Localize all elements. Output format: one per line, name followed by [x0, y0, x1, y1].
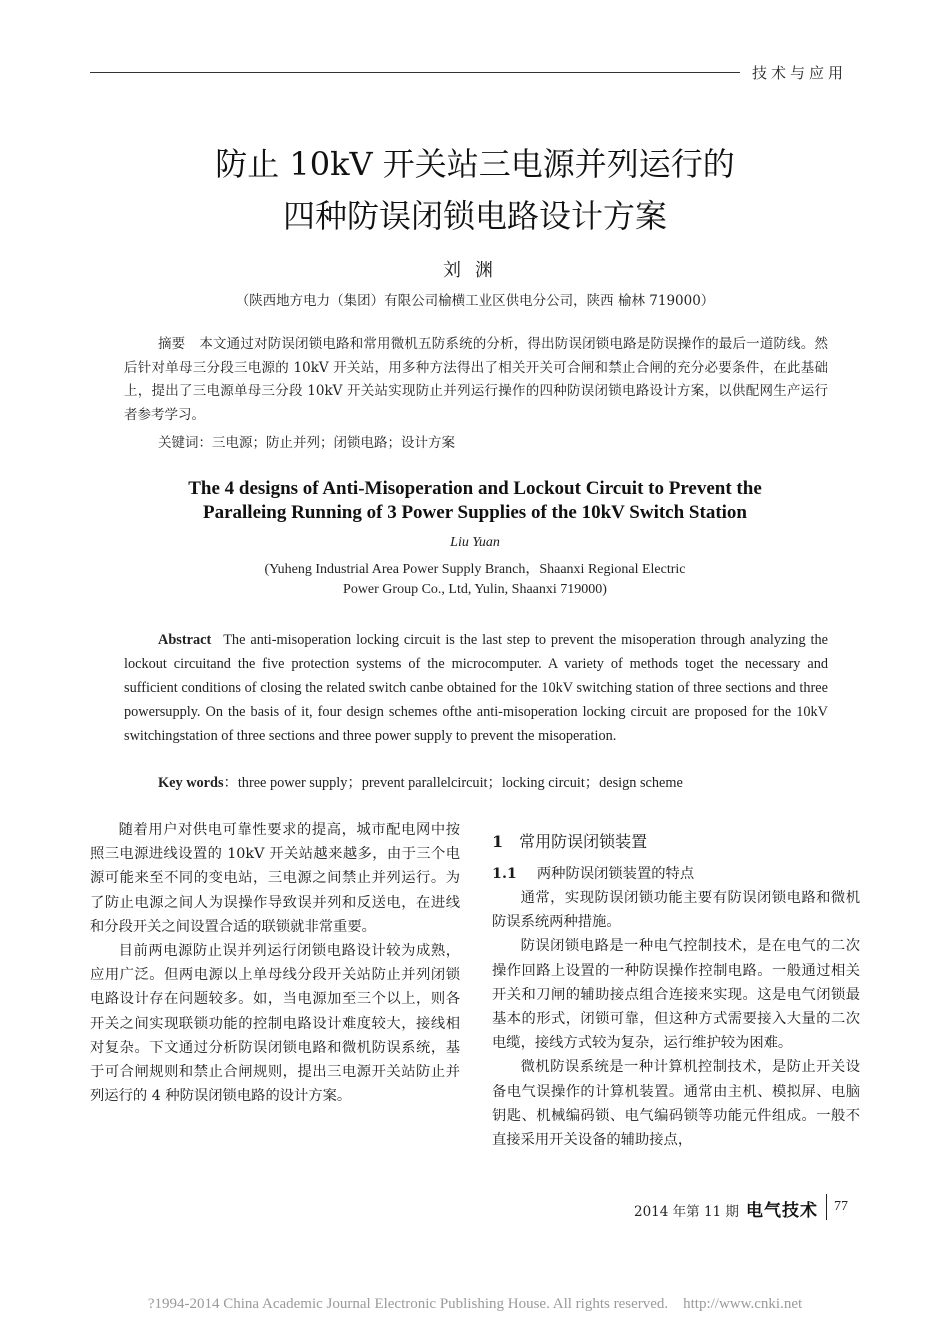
abstract-en [124, 628, 828, 748]
affiliation-cn: （陕西地方电力（集团）有限公司榆横工业区供电分公司，陕西 榆林 719000） [235, 293, 715, 309]
keywords-cn-label: 关键词： [158, 435, 212, 451]
keywords-en [158, 772, 683, 792]
title-cn-line-2: 四种防误闭锁电路设计方案 [282, 197, 667, 235]
keywords-cn [158, 431, 455, 451]
running-header-section: 技术与应用 [752, 64, 848, 82]
abstract-en-text: The anti-misoperation locking circuit is the last step to prevent the misoperation through analyzing the lockout circuitand the five protection systems of the microcomputer. A variety of methods toget the necessary and sufficient conditions of closing the related switch canbe obtained for the 10kV switching station of three sections and three powersupply. On the basis of it, four design schemes ofthe anti-misoperation locking circuit are proposed for the 10kV switchingstation of three sections and three power supply to prevent the misoperation. [124, 632, 828, 744]
author-en: Liu Yuan [450, 535, 500, 550]
copyright-watermark: ?1994-2014 China Academic Journal Electronic Publishing House. All rights reserved. http://www.cnki.net [147, 1296, 803, 1312]
body-paragraph: 目前两电源防止误并列运行闭锁电路设计较为成熟，应用广泛。但两电源以上单母线分段开关站防止并列闭锁电路设计存在问题较多。如，当电源加至三个以上，则各开关之间实现联锁功能的控制电路设计难度较大，接线相对复杂。下文通过分析防误闭锁电路和微机防误系统，基于可合闸规则和禁止合闸规则，提出三电源开关站防止并列运行的 4 种防误闭锁电路的设计方案。 [90, 943, 460, 1105]
subsection-heading-text: 两种防误闭锁装置的特点 [536, 866, 695, 882]
keywords-en-label: Key words [158, 775, 224, 791]
footer-journal-logo: 电气技术 [746, 1201, 818, 1221]
title-cn-line-1: 防止 10kV 开关站三电源并列运行的 [215, 145, 735, 183]
body-left-column [90, 818, 460, 1108]
header-rule [90, 72, 740, 73]
title-en-line-1: The 4 designs of Anti-Misoperation and Lockout Circuit to Prevent the [188, 478, 762, 499]
title-en-line-2: Paralleing Running of 3 Power Supplies of the 10kV Switch Station [202, 502, 748, 523]
subsection-heading-number: 1.1 [492, 866, 517, 882]
affiliation-en-line-1: (Yuheng Industrial Area Power Supply Branch，Shaanxi Regional Electric [264, 562, 686, 577]
body-paragraph: 通常，实现防误闭锁功能主要有防误闭锁电路和微机防误系统两种措施。 [492, 890, 860, 931]
author-cn: 刘渊 [443, 260, 507, 281]
body-paragraph: 防误闭锁电路是一种电气控制技术，是在电气的二次操作回路上设置的一种防误操作控制电路。一般通过相关开关和刀闸的辅助接点组合连接来实现。这是电气闭锁最基本的形式，闭锁可靠，但这种方式需要接入大量的二次电缆，接线方式较为复杂，运行维护较为困难。 [492, 938, 860, 1052]
section-heading-text: 常用防误闭锁装置 [519, 832, 648, 851]
body-paragraph: 随着用户对供电可靠性要求的提高，城市配电网中按照三电源进线设置的 10kV 开关站越来越多，由于三个电源可能来至不同的变电站，三电源之间禁止并列运行。为了防止电源之间人为误操作导致误并列和反送电，在进线和分段开关之间设置合适的联锁就非常重要。 [90, 822, 460, 935]
affiliation-en-line-2: Power Group Co., Ltd, Yulin, Shaanxi 719000) [343, 582, 607, 597]
abstract-en-label: Abstract [158, 632, 212, 648]
footer-issue: 2014 年第 11 期 [634, 1204, 739, 1220]
abstract-cn [124, 333, 828, 427]
keywords-cn-text: 三电源；防止并列；闭锁电路；设计方案 [212, 435, 455, 451]
body-right-column [492, 830, 860, 1152]
page-number: 77 [834, 1199, 848, 1214]
abstract-cn-text: 本文通过对防误闭锁电路和常用微机五防系统的分析，得出防误闭锁电路是防误操作的最后一道防线。然后针对单母三分段三电源的 10kV 开关站，用多种方法得出了相关开关可合闸和禁止合闸的充分必要条件，在此基础上，提出了三电源单母三分段 10kV 开关站实现防止并列运行操作的四种防误闭锁电路设计方案，以供配网生产运行者参考学习。 [124, 336, 829, 423]
keywords-en-text: ：three power supply；prevent parallelcircuit；locking circuit；design scheme [223, 775, 683, 791]
subsection-heading-1-1 [492, 862, 860, 886]
body-paragraph: 微机防误系统是一种计算机控制技术，是防止开关设备电气误操作的计算机装置。通常由主机、模拟屏、电脑钥匙、机械编码锁、电气编码锁等功能元件组成。一般不直接采用开关设备的辅助接点， [492, 1059, 860, 1149]
footer-divider [826, 1194, 827, 1220]
abstract-cn-label: 摘要 [158, 336, 186, 352]
section-heading-1 [492, 830, 860, 854]
section-heading-number: 1 [492, 832, 504, 851]
